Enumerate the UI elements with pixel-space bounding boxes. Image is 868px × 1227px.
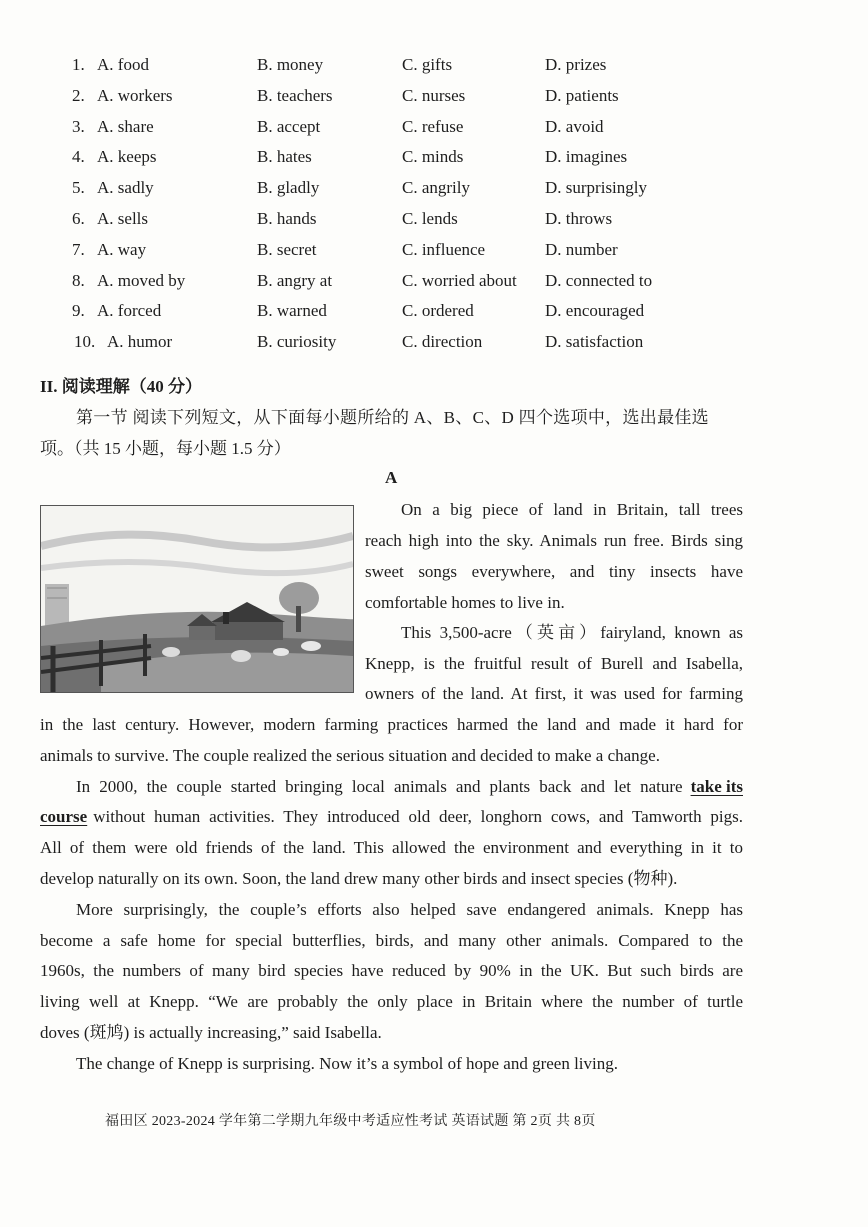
question-number: 8. xyxy=(72,270,85,290)
option-c: C. minds xyxy=(402,147,464,167)
option-a: A. workers xyxy=(97,85,173,105)
passage-line: develop naturally on its own. Soon, the land drew many other birds and insect species (物种). xyxy=(40,869,678,888)
option-a: A. way xyxy=(97,239,147,259)
passage-line: living well at Knepp. “We are probably the only place in Britain where the number of turtle xyxy=(40,992,743,1011)
option-b: B. hates xyxy=(257,147,312,167)
option-b: B. warned xyxy=(257,301,327,321)
option-row xyxy=(0,296,868,326)
option-b: B. angry at xyxy=(257,270,333,290)
option-c: C. angrily xyxy=(402,178,470,198)
passage-line: 1960s, the numbers of many bird species have reduced by 90% in the UK. But such birds are xyxy=(40,961,743,980)
option-c: C. gifts xyxy=(402,55,453,74)
option-b: B. teachers xyxy=(257,85,333,105)
option-row xyxy=(0,204,868,234)
passage-line: become a safe home for special butterflies, birds, and many other animals. Compared to the xyxy=(40,931,743,950)
instruction-line-1: 第一节 阅读下列短文，从下面每小题所给的 A、B、C、D 四个选项中，选出最佳选 xyxy=(76,408,709,427)
option-row xyxy=(0,142,868,172)
passage-line: animals to survive. The couple realized the serious situation and decided to make a change. xyxy=(40,746,660,765)
option-d: D. satisfaction xyxy=(545,332,644,352)
passage-line: Knepp, is the fruitful result of Burell and Isabella, xyxy=(365,654,743,673)
option-a: A. sells xyxy=(97,209,148,228)
question-number: 4. xyxy=(72,147,85,167)
passage-line xyxy=(40,772,743,802)
option-c: C. worried about xyxy=(402,270,517,290)
option-c: C. influence xyxy=(402,239,486,259)
option-b: B. money xyxy=(257,55,324,74)
question-number: 10. xyxy=(74,332,96,352)
passage-line: More surprisingly, the couple’s efforts also helped save endangered animals. Knepp has xyxy=(76,900,743,919)
option-d: D. number xyxy=(545,239,618,259)
option-row xyxy=(0,81,868,111)
passage-line: comfortable homes to live in. xyxy=(365,593,565,612)
farm-illustration xyxy=(40,505,354,693)
option-row xyxy=(0,235,868,265)
option-row xyxy=(0,112,868,142)
passage-line: This 3,500-acre（英亩）fairyland, known as xyxy=(401,623,743,642)
option-d: D. imagines xyxy=(545,147,628,167)
option-d: D. patients xyxy=(545,85,619,105)
passage-line: All of them were old friends of the land. This allowed the environment and everything in it to xyxy=(40,838,743,857)
option-c: C. nurses xyxy=(402,85,466,105)
option-a: A. forced xyxy=(97,301,162,321)
question-number: 7. xyxy=(72,239,85,259)
passage-text: In 2000, the couple started bringing local animals and plants back and let nature xyxy=(76,777,683,796)
passage-line: owners of the land. At first, it was used for farming xyxy=(365,684,743,703)
option-b: B. secret xyxy=(257,239,317,259)
option-a: A. moved by xyxy=(97,270,186,290)
option-a: A. share xyxy=(97,116,154,136)
option-d: D. encouraged xyxy=(545,301,645,321)
question-number: 1. xyxy=(72,55,85,74)
question-number: 2. xyxy=(72,85,85,105)
passage-line: sweet songs everywhere, and tiny insects have xyxy=(365,562,743,581)
question-number: 5. xyxy=(72,178,85,198)
question-number: 6. xyxy=(72,209,85,228)
passage-line: in the last century. However, modern farming practices harmed the land and made it hard for xyxy=(40,715,743,734)
option-d: D. avoid xyxy=(545,116,604,136)
option-row xyxy=(0,173,868,203)
farm-illustration-graphic xyxy=(41,506,353,692)
underlined-phrase: course xyxy=(40,807,88,826)
option-a: A. humor xyxy=(107,332,173,352)
instruction-line-2: 项。（共 15 小题，每小题 1.5 分） xyxy=(40,439,291,458)
question-number: 3. xyxy=(72,116,85,136)
option-d: D. prizes xyxy=(545,55,607,74)
option-a: A. food xyxy=(97,55,149,74)
question-number: 9. xyxy=(72,301,85,321)
option-b: B. hands xyxy=(257,209,317,228)
option-c: C. ordered xyxy=(402,301,474,321)
underlined-phrase: take its xyxy=(690,777,743,796)
option-d: D. surprisingly xyxy=(545,178,647,198)
passage-text: without human activities. They introduced old deer, longhorn cows, and Tamworth pigs. xyxy=(93,807,743,826)
passage-line xyxy=(40,802,743,832)
option-b: B. curiosity xyxy=(257,332,337,352)
section-instruction xyxy=(40,402,746,464)
section-title: II. 阅读理解（40 分） xyxy=(40,377,202,396)
option-b: B. accept xyxy=(257,116,321,136)
option-row xyxy=(0,266,868,296)
option-c: C. refuse xyxy=(402,116,464,136)
option-d: D. throws xyxy=(545,209,613,228)
passage-line: doves (斑鸠) is actually increasing,” said Isabella. xyxy=(40,1023,382,1042)
option-c: C. direction xyxy=(402,332,483,352)
page-footer: 福田区 2023-2024 学年第二学期九年级中考适应性考试 英语试题 第 2页 共 8页 xyxy=(105,1114,596,1129)
passage-line: On a big piece of land in Britain, tall trees xyxy=(401,500,743,519)
passage-line: reach high into the sky. Animals run free. Birds sing xyxy=(365,531,743,550)
option-b: B. gladly xyxy=(257,178,320,198)
option-a: A. keeps xyxy=(97,147,157,167)
option-row xyxy=(0,50,868,80)
option-c: C. lends xyxy=(402,209,458,228)
passage-line: The change of Knepp is surprising. Now it’s a symbol of hope and green living. xyxy=(76,1054,619,1073)
option-row xyxy=(0,327,868,357)
passage-letter: A xyxy=(385,468,398,487)
option-d: D. connected to xyxy=(545,270,653,290)
option-a: A. sadly xyxy=(97,178,154,198)
